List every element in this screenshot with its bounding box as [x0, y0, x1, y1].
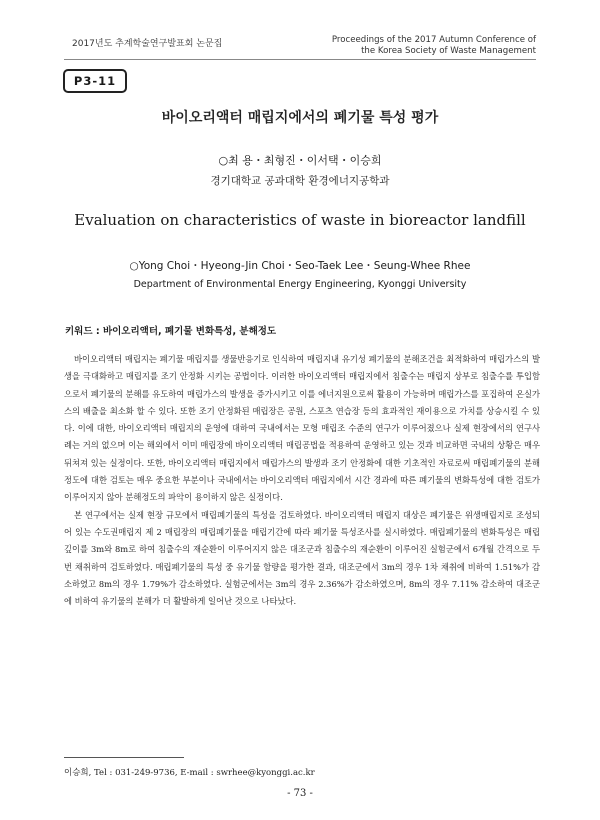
header-en-line1: Proceedings of the 2017 Autumn Conference of [331, 35, 536, 45]
paper-title-en: Evaluation on characteristics of waste in bioreactor landfill [74, 211, 526, 229]
authors-en: ○Yong Choi・Hyeong-Jin Choi・Seo-Taek Lee・Seung-Whee Rhee [129, 260, 471, 272]
header-conference-ko: 2017년도 추계학술연구발표회 논문집 [72, 39, 223, 49]
affiliation-ko: 경기대학교 공과대학 환경에너지공학과 [210, 175, 390, 187]
footnote-divider [64, 757, 184, 758]
abstract-paragraph-1: 바이오리액터 매립지는 폐기물 매립지를 생물반응기로 인식하여 매립지내 유기성 폐기물의 분해조건을 최적화하여 매립가스의 발생을 극대화하고 매립지를 조기 안정화 시키는 공법이다. 이러한 바이오리액터 매립지에서 침출수는 매립지 상부로 침출수를 투입함으로서 폐기물의 분해를 유도하여 매립가스의 발생을 증가시키고 이를 에너지원으로써 활용이 가능하며 매립가스를 포집하여 온실가스의 배출을 최소화 할 수 있다. 또한 조기 안정화된 매립장은 공원, 스포츠 연습장 등의 효과적인 재이용으로 가치를 상승시킬 수 있다. 이에 대한, 바이오리액터 매립지의 운영에 대하여 국내에서는 모형 매립조 수준의 연구가 이루어졌으나 실제 현장에서의 연구사례는 거의 없으며 이는 해외에서 이미 매립장에 바이오리액터 매립공법을 적용하여 운영하고 있는 것과 비교하면 국내의 상황은 매우 뒤쳐져 있는 실정이다. 또한, 바이오리액터 매립지에서 매립가스의 발생과 조기 안정화에 대한 기초적인 자료로써 매립폐기물의 분해정도에 대한 검토는 매우 중요한 부분이나 국내에서는 바이오리액터 매립지에서 시간 경과에 따른 폐기물의 변화특성에 대한 검토가 이루어지지 않아 분해정도의 파악이 용이하지 않은 실정이다. [64, 354, 540, 503]
header-en-line2: the Korea Society of Waste Management [361, 46, 536, 56]
abstract-body [64, 351, 540, 610]
abstract-paragraph-2: 본 연구에서는 실제 현장 규모에서 매립폐기물의 특성을 검토하였다. 바이오리액터 매립지 대상은 폐기물은 위생매립지로 조성되어 있는 수도권매립지 제 2 매립장의 매립폐기물을 매립기간에 따라 폐기물 특성조사를 실시하였다. 매립폐기물의 변화특성은 매립 깊이를 3m와 8m로 하여 침출수의 재순환이 이루어지지 않은 대조군과 침출수의 재순환이 이루어진 실험군에서 6개월 간격으로 두 번 채취하여 검토하였다. 매립폐기물의 특성 중 유기물 함량을 평가한 결과, 대조군에서 3m의 경우 1차 채취에 비하여 1.51%가 감소하였고 8m의 경우 1.79%가 감소하였다. 실험군에서는 3m의 경우 2.36%가 감소하였으며, 8m의 경우 7.11% 감소하여 대조군에 비하여 유기물의 분해가 더 활발하게 일어난 것으로 나타났다. [64, 509, 540, 607]
paper-title-ko: 바이오리액터 매립지에서의 폐기물 특성 평가 [161, 110, 439, 126]
header-conference-en [316, 35, 536, 57]
corresponding-author-footnote: 이승희, Tel : 031-249-9736, E-mail : swrhee@kyonggi.ac.kr [64, 768, 315, 778]
paper-code-badge: P3-11 [63, 69, 127, 93]
authors-ko: ○최 용・최형진・이서택・이승희 [218, 154, 382, 167]
page-number: - 73 - [287, 788, 313, 799]
keywords: 키워드 : 바이오리액터, 폐기물 변화특성, 분해정도 [65, 326, 277, 337]
affiliation-en: Department of Environmental Energy Engineering, Kyonggi University [133, 279, 467, 290]
header-divider [64, 59, 536, 60]
